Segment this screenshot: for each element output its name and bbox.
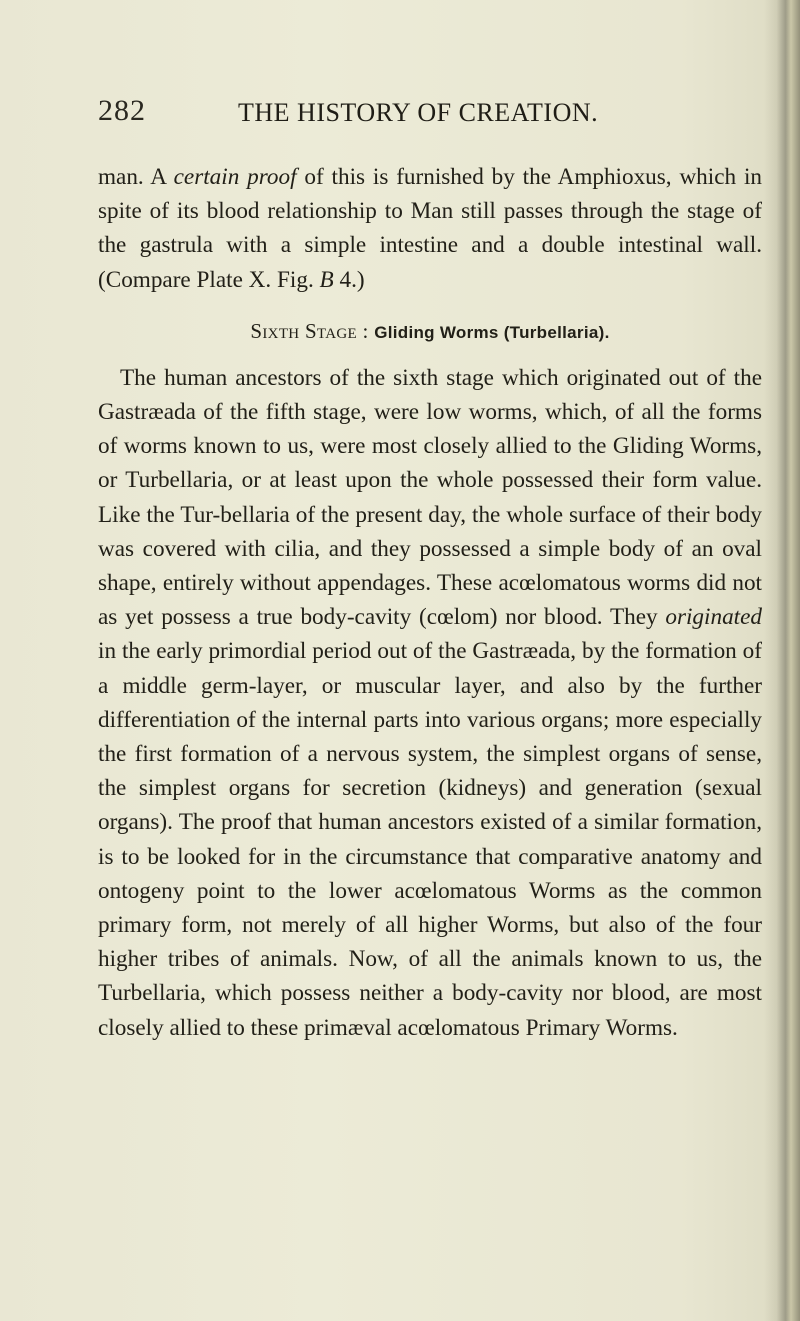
paragraph-text: in the early primordial period out of the Gastræada, by the formation of a middle germ-layer, or muscular layer, and also by the further differentiation of the internal parts into various organs; more especially the first formation of a nervous system, the simplest organs of sense, the simplest organs for secretion (kidneys) and generation (sexual organs). The proof that human ancestors existed of a similar formation, is to be looked for in the circumstance that comparative anatomy and ontogeny point to the lower acœlomatous Worms as the common primary form, not merely of all higher Worms, but also of the four higher tribes of animals. Now, of all the animals known to us, the Turbellaria, which possess neither a body-cavity nor blood, are most closely allied to these primæval acœlomatous Primary Worms. bbox=[98, 638, 762, 1041]
emphasis-text: certain proof bbox=[173, 164, 297, 190]
section-stage-label: Sixth Stage : bbox=[250, 318, 369, 343]
emphasis-text: originated bbox=[665, 604, 762, 631]
running-head: THE HISTORY OF CREATION. bbox=[238, 98, 599, 127]
paragraph-main bbox=[98, 361, 762, 1045]
section-heading bbox=[98, 317, 762, 347]
page-number: 282 bbox=[98, 94, 146, 127]
page-edge-shadow bbox=[764, 0, 800, 1321]
section-title: Gliding Worms (Turbellaria). bbox=[374, 322, 610, 342]
page-body bbox=[98, 160, 762, 1045]
paragraph-text: man. A bbox=[98, 164, 174, 190]
paragraph-text: The human ancestors of the sixth stage which originated out of the Gastræada of the fifth stage, were low worms, which, of all the forms of worms known to us, were most closely allied to the Gliding Worms, or Turbellaria, or at least upon the whole possessed their form value. Like the Tur-bellaria of the present day, the whole surface of their body was covered with cilia, and they possessed a simple body of an oval shape, entirely without appendages. These acœlomatous worms did not as yet possess a true body-cavity (cœlom) nor blood. They bbox=[98, 364, 762, 631]
paragraph-text: of this is furnished by the Amphioxus, which in spite of its blood relationship to Man still passes through the stage of the gastrula with a simple intestine and a double intestinal wall. (Compare Plate X. Fig. bbox=[98, 164, 762, 293]
paragraph-text: 4.) bbox=[333, 266, 365, 293]
page-header bbox=[98, 94, 718, 134]
paragraph-continuation bbox=[98, 160, 762, 297]
figure-letter: B bbox=[319, 266, 334, 293]
